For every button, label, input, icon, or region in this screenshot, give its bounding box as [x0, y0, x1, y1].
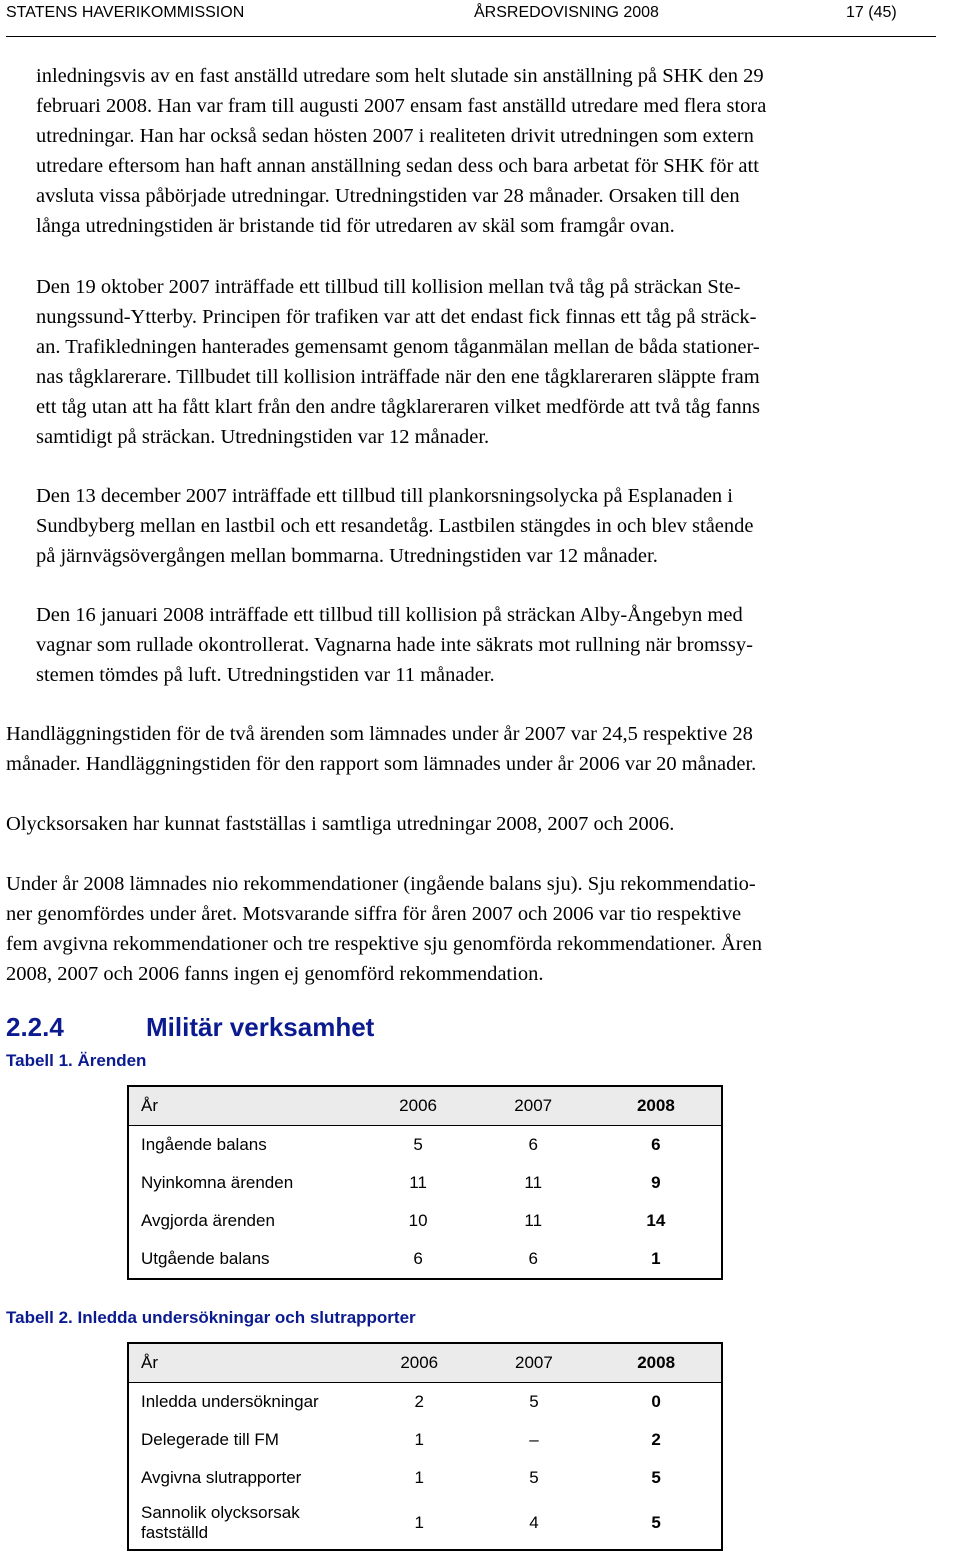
text-line: februari 2008. Han var fram till augusti 2007 ensam fast anställd utredare med flera stora [36, 95, 767, 117]
table-arenden [127, 1085, 723, 1280]
paragraph-cause [6, 809, 958, 839]
text-line: utredare eftersom han haft annan anställning sedan dess och bara arbetat för SHK för att [36, 155, 759, 177]
table-cell: 2 [414, 1392, 424, 1411]
text-line: ett tåg utan att ha fått klart från den andre tågklareraren vilket medförde att två tåg fanns [36, 396, 761, 418]
table-cell: 1 [651, 1249, 661, 1268]
table-header-cell: 2007 [476, 1086, 591, 1126]
table-header-cell: 2008 [591, 1086, 722, 1126]
table-cell: 1 [414, 1430, 424, 1449]
text-line: nungssund-Ytterby. Principen för trafiken var att det endast fick finnas ett tåg på sträck- [36, 306, 757, 328]
table-row [128, 1240, 722, 1279]
table-cell: 5 [651, 1468, 661, 1487]
table-cell: 6 [413, 1249, 423, 1268]
table-cell: 5 [529, 1392, 539, 1411]
table-header-cell: 2006 [361, 1086, 476, 1126]
table-cell: 5 [413, 1135, 423, 1154]
table-row [128, 1459, 722, 1497]
table-cell: 0 [651, 1392, 661, 1411]
table-cell: 6 [528, 1135, 538, 1154]
text-line: ner genomfördes under året. Motsvarande siffra för åren 2007 och 2006 var tio respektive [6, 903, 742, 925]
table-header-cell: 2008 [591, 1343, 722, 1383]
header-rule [6, 36, 936, 37]
table-cell: 10 [408, 1211, 428, 1230]
section-number: 2.2.4 [6, 1012, 64, 1042]
table-row [128, 1383, 722, 1422]
table-cell: 5 [529, 1468, 539, 1487]
text-line: samtidigt på sträckan. Utredningstiden var 12 månader. [36, 426, 490, 448]
table-cell: 4 [529, 1513, 539, 1532]
table-undersokningar [127, 1342, 723, 1551]
table1-caption: Tabell 1. Ärenden [6, 1051, 147, 1070]
table-cell: 1 [414, 1468, 424, 1487]
table-cell: 2 [651, 1430, 661, 1449]
table-cell: 14 [646, 1211, 666, 1230]
text-line: vagnar som rullade okontrollerat. Vagnarna hade inte säkrats mot rullning när bromssy- [36, 634, 753, 656]
table-cell: 1 [414, 1513, 424, 1532]
text-line: Den 19 oktober 2007 inträffade ett tillbud till kollision mellan två tåg på sträckan Ste- [36, 276, 741, 298]
table-cell: 5 [651, 1513, 661, 1532]
text-line: långa utredningstiden är bristande tid för utredaren av skäl som framgår ovan. [36, 215, 675, 237]
table-cell: 6 [651, 1135, 661, 1154]
header-report-title: ÅRSREDOVISNING 2008 [474, 4, 659, 21]
text-line: fem avgivna rekommendationer och tre respektive sju genomförda rekommendationer. Åren [6, 933, 762, 955]
table-cell: Sannolik olycksorsak fastställd [141, 1503, 300, 1542]
text-line: avsluta vissa påbörjade utredningar. Utredningstiden var 28 månader. Orsaken till den [36, 185, 740, 207]
header-page-number: 17 (45) [846, 4, 897, 21]
table-header-row [128, 1343, 722, 1383]
table-cell: 11 [524, 1173, 543, 1192]
text-line: Den 16 januari 2008 inträffade ett tillbud till kollision på sträckan Alby-Ångebyn med [36, 604, 743, 626]
table-cell: Nyinkomna ärenden [141, 1173, 294, 1192]
text-line: Den 13 december 2007 inträffade ett tillbud till plankorsningsolycka på Esplanaden i [36, 485, 733, 507]
table-row [128, 1164, 722, 1202]
table2-caption: Tabell 2. Inledda undersökningar och slutrapporter [6, 1308, 416, 1327]
text-line: stemen tömdes på luft. Utredningstiden var 11 månader. [36, 664, 495, 686]
text-line: månader. Handläggningstiden för den rapport som lämnades under år 2006 var 20 månader. [6, 753, 757, 775]
table-cell: Ingående balans [141, 1135, 267, 1154]
table-cell: 11 [409, 1173, 427, 1192]
table-header-cell: 2006 [362, 1343, 477, 1383]
table-cell: Utgående balans [141, 1249, 270, 1268]
table-cell: Avgivna slutrapporter [141, 1468, 302, 1487]
table-cell: 9 [651, 1173, 661, 1192]
header-organization: STATENS HAVERIKOMMISSION [6, 4, 245, 21]
text-line: Sundbyberg mellan en lastbil och ett resandetåg. Lastbilen stängdes in och blev stående [36, 515, 754, 537]
table-cell: Avgjorda ärenden [141, 1211, 275, 1230]
text-line: an. Trafikledningen hanterades gemensamt genom tåganmälan mellan de båda stationer- [36, 336, 760, 358]
page-header [6, 4, 936, 24]
table-row [128, 1497, 722, 1550]
paragraph-investigator [36, 61, 956, 241]
text-line: inledningsvis av en fast anställd utredare som helt slutade sin anställning på SHK den 29 [36, 65, 764, 87]
paragraph-handling-time [6, 719, 958, 779]
paragraph-alby [36, 600, 956, 690]
text-line: utredningar. Han har också sedan hösten 2007 i realiteten drivit utredningen som extern [36, 125, 754, 147]
table-header-cell: År [128, 1343, 362, 1383]
paragraph-recommendations [6, 869, 958, 989]
section-heading [6, 1010, 375, 1044]
table-cell: Inledda undersökningar [141, 1392, 319, 1411]
table-header-cell: År [128, 1086, 361, 1126]
table-row [128, 1421, 722, 1459]
text-line: Under år 2008 lämnades nio rekommendationer (ingående balans sju). Sju rekommendatio- [6, 873, 756, 895]
text-line: nas tågklarerare. Tillbudet till kollision inträffade när den ene tågklareraren släppte fram [36, 366, 760, 388]
table-cell: Delegerade till FM [141, 1430, 279, 1449]
table-row [128, 1202, 722, 1240]
text-line: Olycksorsaken har kunnat fastställas i samtliga utredningar 2008, 2007 och 2006. [6, 813, 675, 835]
paragraph-stenungssund [36, 272, 956, 452]
text-line: på järnvägsövergången mellan bommarna. Utredningstiden var 12 månader. [36, 545, 658, 567]
table-cell: 11 [524, 1211, 543, 1230]
section-title: Militär verksamhet [146, 1012, 375, 1042]
table-header-row [128, 1086, 722, 1126]
text-line: Handläggningstiden för de två ärenden som lämnades under år 2007 var 24,5 respektive 28 [6, 723, 753, 745]
table-row [128, 1126, 722, 1165]
paragraph-sundbyberg [36, 481, 956, 571]
text-line: 2008, 2007 och 2006 fanns ingen ej genomförd rekommendation. [6, 963, 544, 985]
table-cell: 6 [528, 1249, 538, 1268]
table-header-cell: 2007 [477, 1343, 592, 1383]
table-cell: – [529, 1430, 539, 1449]
